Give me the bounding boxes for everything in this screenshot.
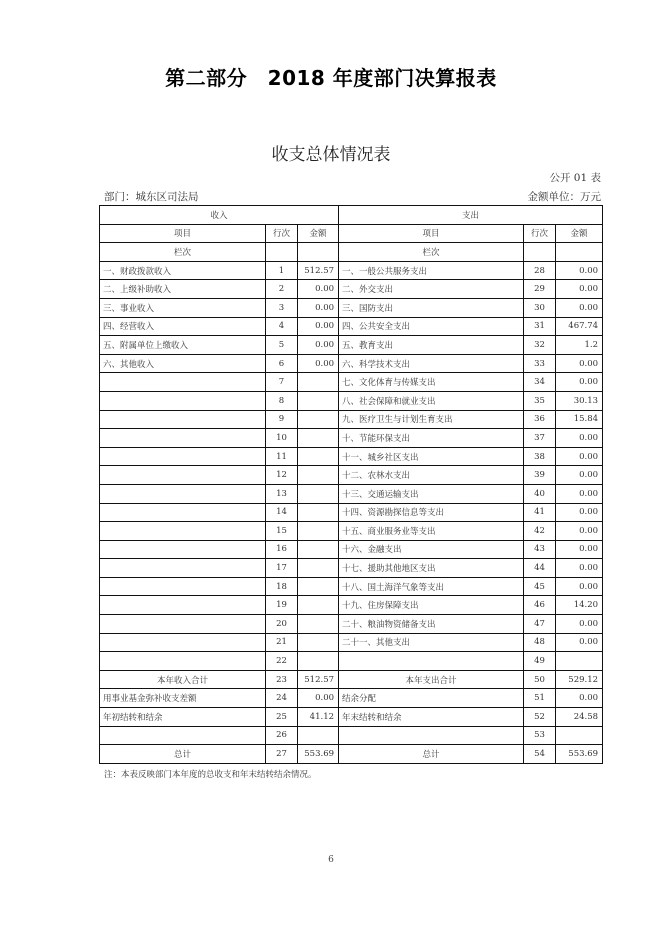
income-item [100,633,266,652]
income-item: 二、上级补助收入 [100,280,266,299]
income-line-no: 26 [266,726,298,745]
expense-amount: 0.00 [556,503,603,522]
table-row [100,577,603,596]
expense-item: 八、社会保障和就业支出 [339,391,524,410]
expense-item: 一、一般公共服务支出 [339,261,524,280]
expense-amount: 1.2 [556,336,603,355]
col-header-amount: 金额 [298,224,339,243]
expense-line-no: 32 [524,336,556,355]
expense-amount: 0.00 [556,615,603,634]
table-row [100,466,603,485]
income-line-no: 15 [266,522,298,541]
income-amount [298,559,339,578]
expense-item: 九、医疗卫生与计划生育支出 [339,410,524,429]
expense-line-no: 50 [524,670,556,689]
income-item [100,410,266,429]
expense-line-no: 35 [524,391,556,410]
expense-item: 十四、资源勘探信息等支出 [339,503,524,522]
expense-amount: 0.00 [556,261,603,280]
expense-line-no: 47 [524,615,556,634]
expense-amount: 0.00 [556,577,603,596]
expense-item [339,652,524,671]
empty-cell [298,243,339,262]
expense-amount: 0.00 [556,354,603,373]
income-line-no: 14 [266,503,298,522]
income-header: 收入 [100,206,339,225]
income-amount [298,466,339,485]
table-row [100,298,603,317]
page-title: 第二部分 2018 年度部门决算报表 [165,66,497,90]
col-header-item-expense: 项目 [339,224,524,243]
table-row [100,559,603,578]
income-amount [298,391,339,410]
expense-item: 十三、交通运输支出 [339,484,524,503]
table-row [100,354,603,373]
table-row [100,447,603,466]
column-header-row [100,224,603,243]
income-line-no: 5 [266,336,298,355]
expense-line-no: 43 [524,540,556,559]
income-line-no: 23 [266,670,298,689]
expense-line-no: 33 [524,354,556,373]
table-row [100,745,603,764]
income-amount: 0.00 [298,280,339,299]
income-line-no: 3 [266,298,298,317]
income-item: 六、其他收入 [100,354,266,373]
table-row [100,280,603,299]
expense-item: 二十一、其他支出 [339,633,524,652]
expense-line-no: 48 [524,633,556,652]
table-row [100,503,603,522]
income-expense-table [99,205,603,764]
income-amount [298,484,339,503]
table-row [100,633,603,652]
expense-item [339,726,524,745]
income-amount [298,577,339,596]
income-amount [298,633,339,652]
income-amount: 0.00 [298,354,339,373]
income-amount: 553.69 [298,745,339,764]
income-amount [298,540,339,559]
expense-amount: 0.00 [556,559,603,578]
income-item [100,429,266,448]
col-header-item: 项目 [100,224,266,243]
table-row [100,391,603,410]
expense-item: 三、国防支出 [339,298,524,317]
income-item: 三、事业收入 [100,298,266,317]
income-item: 总计 [100,745,266,764]
income-line-no: 21 [266,633,298,652]
expense-amount: 0.00 [556,280,603,299]
expense-line-no: 37 [524,429,556,448]
income-line-no: 22 [266,652,298,671]
income-amount: 0.00 [298,336,339,355]
income-item [100,652,266,671]
empty-cell [524,243,556,262]
empty-cell [266,243,298,262]
expense-amount: 0.00 [556,540,603,559]
income-amount [298,373,339,392]
table-row [100,336,603,355]
expense-amount: 0.00 [556,373,603,392]
income-item: 用事业基金弥补收支差额 [100,689,266,708]
income-item [100,577,266,596]
income-line-no: 17 [266,559,298,578]
income-line-no: 18 [266,577,298,596]
expense-amount: 14.20 [556,596,603,615]
income-item: 本年收入合计 [100,670,266,689]
expense-item: 十、节能环保支出 [339,429,524,448]
income-amount [298,652,339,671]
expense-line-no: 39 [524,466,556,485]
section-header-row [100,206,603,225]
income-line-no: 7 [266,373,298,392]
col-header-line: 行次 [266,224,298,243]
unit-label: 金额单位：万元 [527,191,601,203]
table-row [100,652,603,671]
income-item [100,522,266,541]
income-line-no: 8 [266,391,298,410]
expense-amount: 30.13 [556,391,603,410]
expense-line-no: 40 [524,484,556,503]
income-line-no: 6 [266,354,298,373]
expense-amount: 0.00 [556,447,603,466]
income-line-no: 13 [266,484,298,503]
expense-line-no: 51 [524,689,556,708]
table-row [100,708,603,727]
income-item [100,540,266,559]
income-amount [298,429,339,448]
table-row [100,540,603,559]
income-amount: 0.00 [298,298,339,317]
expense-line-no: 31 [524,317,556,336]
income-line-no: 4 [266,317,298,336]
expense-line-no: 28 [524,261,556,280]
income-line-no: 27 [266,745,298,764]
income-line-no: 20 [266,615,298,634]
income-amount [298,447,339,466]
expense-amount [556,726,603,745]
lanci-label: 栏次 [100,243,266,262]
income-amount [298,410,339,429]
expense-amount [556,652,603,671]
expense-item: 五、教育支出 [339,336,524,355]
table-row [100,429,603,448]
income-line-no: 9 [266,410,298,429]
table-row [100,373,603,392]
expense-line-no: 53 [524,726,556,745]
lanci-label-expense: 栏次 [339,243,524,262]
expense-item: 十八、国土海洋气象等支出 [339,577,524,596]
expense-header: 支出 [339,206,603,225]
expense-amount: 24.58 [556,708,603,727]
income-amount: 0.00 [298,689,339,708]
income-amount [298,503,339,522]
income-amount: 512.57 [298,670,339,689]
income-amount: 41.12 [298,708,339,727]
income-item [100,559,266,578]
expense-amount: 0.00 [556,429,603,448]
expense-line-no: 42 [524,522,556,541]
expense-item: 年末结转和结余 [339,708,524,727]
expense-line-no: 44 [524,559,556,578]
income-amount [298,596,339,615]
expense-line-no: 38 [524,447,556,466]
expense-line-no: 36 [524,410,556,429]
expense-item: 十七、援助其他地区支出 [339,559,524,578]
income-amount: 512.57 [298,261,339,280]
expense-item: 二、外交支出 [339,280,524,299]
income-line-no: 25 [266,708,298,727]
table-row [100,522,603,541]
col-header-amount-expense: 金额 [556,224,603,243]
table-row [100,596,603,615]
expense-item: 本年支出合计 [339,670,524,689]
expense-item: 十五、商业服务业等支出 [339,522,524,541]
income-item: 四、经营收入 [100,317,266,336]
income-item [100,484,266,503]
income-line-no: 24 [266,689,298,708]
income-line-no: 10 [266,429,298,448]
expense-line-no: 46 [524,596,556,615]
table-row [100,317,603,336]
income-item [100,447,266,466]
income-item [100,466,266,485]
expense-amount: 553.69 [556,745,603,764]
table-code: 公开 01 表 [549,172,601,184]
empty-cell [556,243,603,262]
table-row [100,726,603,745]
income-item: 年初结转和结余 [100,708,266,727]
income-item: 一、财政拨款收入 [100,261,266,280]
expense-line-no: 52 [524,708,556,727]
income-amount: 0.00 [298,317,339,336]
income-item [100,596,266,615]
expense-line-no: 45 [524,577,556,596]
income-item [100,615,266,634]
expense-line-no: 30 [524,298,556,317]
income-amount [298,726,339,745]
expense-line-no: 29 [524,280,556,299]
income-line-no: 19 [266,596,298,615]
income-line-no: 1 [266,261,298,280]
table-note: 注：本表反映部门本年度的总收支和年末结转结余情况。 [104,770,317,780]
income-amount [298,522,339,541]
table-row [100,689,603,708]
income-item [100,391,266,410]
expense-item: 四、公共安全支出 [339,317,524,336]
expense-amount: 0.00 [556,298,603,317]
income-item [100,726,266,745]
expense-item: 十六、金融支出 [339,540,524,559]
expense-line-no: 49 [524,652,556,671]
expense-item: 六、科学技术支出 [339,354,524,373]
table-title: 收支总体情况表 [271,145,391,165]
table-row [100,484,603,503]
income-line-no: 12 [266,466,298,485]
expense-amount: 15.84 [556,410,603,429]
expense-item: 十二、农林水支出 [339,466,524,485]
expense-item: 十一、城乡社区支出 [339,447,524,466]
expense-item: 七、文化体育与传媒支出 [339,373,524,392]
income-line-no: 2 [266,280,298,299]
expense-line-no: 54 [524,745,556,764]
table-row [100,261,603,280]
table-row [100,670,603,689]
expense-amount: 529.12 [556,670,603,689]
expense-item: 总计 [339,745,524,764]
page-number: 6 [328,855,334,865]
expense-item: 二十、粮油物资储备支出 [339,615,524,634]
expense-amount: 0.00 [556,466,603,485]
expense-amount: 0.00 [556,689,603,708]
table-row [100,410,603,429]
department-label: 部门：城东区司法局 [104,191,199,203]
expense-amount: 467.74 [556,317,603,336]
expense-line-no: 34 [524,373,556,392]
income-item [100,373,266,392]
lanci-row [100,243,603,262]
expense-amount: 0.00 [556,484,603,503]
income-line-no: 11 [266,447,298,466]
expense-amount: 0.00 [556,633,603,652]
income-line-no: 16 [266,540,298,559]
expense-line-no: 41 [524,503,556,522]
income-amount [298,615,339,634]
expense-item: 结余分配 [339,689,524,708]
income-item: 五、附属单位上缴收入 [100,336,266,355]
col-header-line-expense: 行次 [524,224,556,243]
income-item [100,503,266,522]
table-row [100,615,603,634]
expense-item: 十九、住房保障支出 [339,596,524,615]
expense-amount: 0.00 [556,522,603,541]
